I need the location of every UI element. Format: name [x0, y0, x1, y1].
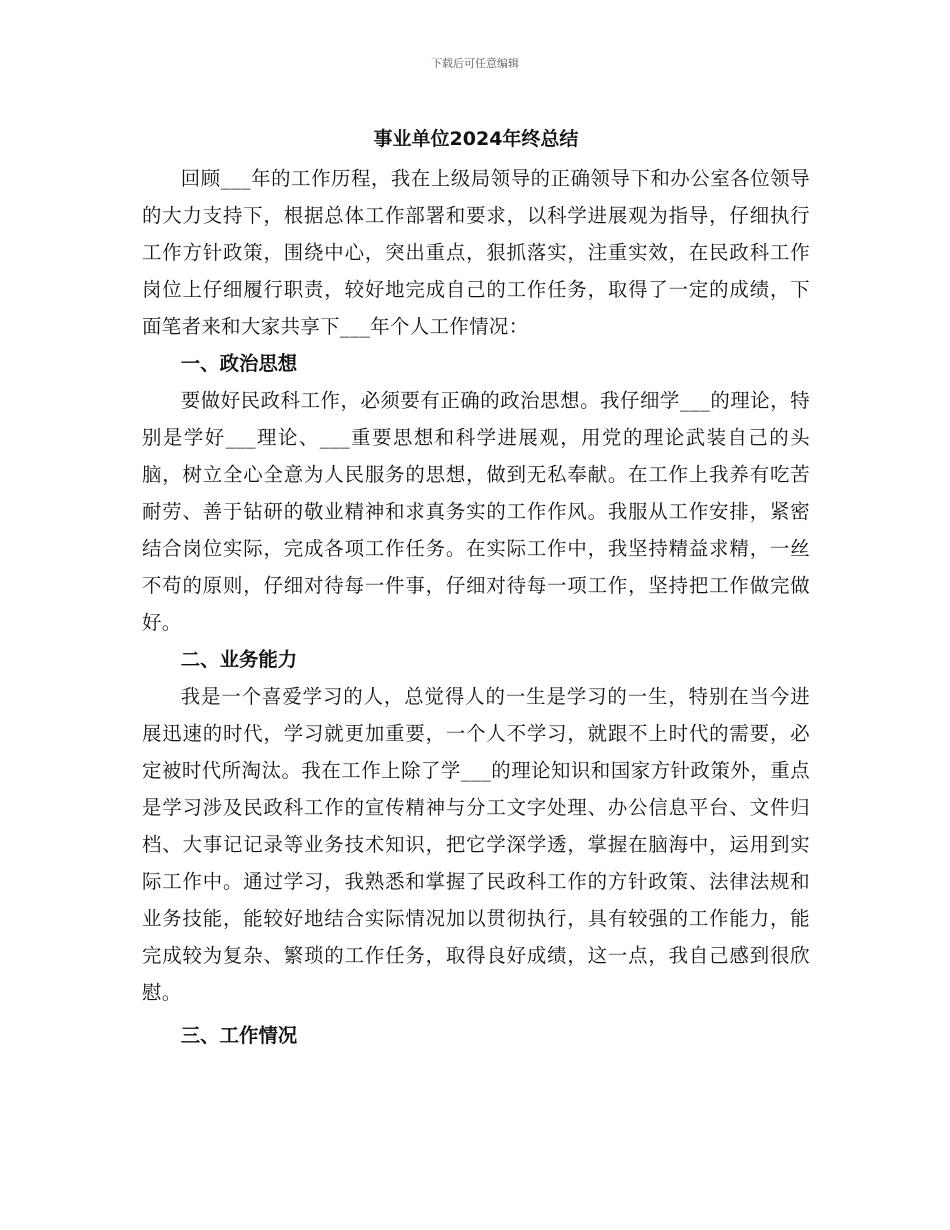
section-heading-business-ability: 二、业务能力	[180, 648, 298, 671]
section-heading-work-status: 三、工作情况	[180, 1024, 298, 1047]
section-body-politics: 要做好民政科工作，必须要有正确的政治思想。我仔细学___的理论，特别是学好___理论、___重要思想和科学进展观，用党的理论武装自己的头脑，树立全心全意为人民服务的思想，做到无私奉献。在工作上我养有吃苦耐劳、善于钻研的敬业精神和求真务实的工作作风。我服从工作安排，紧密结合岗位实际，完成各项工作任务。在实际工作中，我坚持精益求精，一丝不苟的原则，仔细对待每一件事，仔细对待每一项工作，坚持把工作做完做好。	[142, 389, 810, 634]
page-header: 下载后可任意编辑	[431, 57, 519, 70]
document-title: 事业单位2024年终总结	[373, 128, 579, 150]
intro-paragraph: 回顾___年的工作历程，我在上级局领导的正确领导下和办公室各位领导的大力支持下，根据总体工作部署和要求，以科学进展观为指导，仔细执行工作方针政策，围绕中心，突出重点，狠抓落实，注重实效，在民政科工作岗位上仔细履行职责，较好地完成自己的工作任务，取得了一定的成绩，下面笔者来和大家共享下___年个人工作情况：	[142, 167, 810, 338]
section-heading-politics: 一、政治思想	[180, 352, 298, 375]
section-body-business-ability: 我是一个喜爱学习的人，总觉得人的一生是学习的一生，特别在当今进展迅速的时代，学习就更加重要，一个人不学习，就跟不上时代的需要，必定被时代所淘汰。我在工作上除了学___的理论知识和国家方针政策外，重点是学习涉及民政科工作的宣传精神与分工文字处理、办公信息平台、文件归档、大事记记录等业务技术知识，把它学深学透，掌握在脑海中，运用到实际工作中。通过学习，我熟悉和掌握了民政科工作的方针政策、法律法规和业务技能，能较好地结合实际情况加以贯彻执行，具有较强的工作能力，能完成较为复杂、繁琐的工作任务，取得良好成绩，这一点，我自己感到很欣慰。	[142, 685, 810, 1004]
document-body	[142, 122, 810, 1054]
